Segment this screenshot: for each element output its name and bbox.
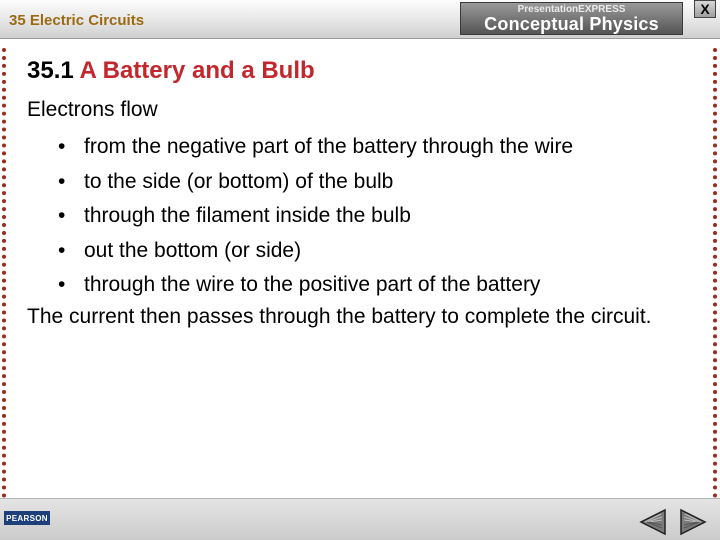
- bullet-list: [27, 130, 697, 303]
- footer-bar: [0, 498, 720, 540]
- next-arrow-icon: [678, 508, 708, 536]
- next-slide-button[interactable]: [678, 508, 708, 536]
- bullet-item: • out the bottom (or side): [27, 234, 697, 269]
- brand-presentation-express: PresentationEXPRESS: [517, 4, 626, 15]
- chapter-title: 35 Electric Circuits: [9, 12, 145, 29]
- header-bar: [0, 0, 720, 39]
- slide-heading: [27, 55, 697, 87]
- section-number: 35.1: [27, 57, 74, 84]
- bullet-item: • through the filament inside the bulb: [27, 199, 697, 234]
- close-button[interactable]: X: [694, 0, 716, 18]
- bullet-item: • from the negative part of the battery through the wire: [27, 130, 697, 165]
- section-title: A Battery and a Bulb: [79, 57, 315, 84]
- bullet-item: • through the wire to the positive part of the battery: [27, 268, 697, 303]
- lead-text: Electrons flow: [27, 98, 158, 121]
- previous-slide-button[interactable]: [638, 508, 668, 536]
- bullet-item: • to the side (or bottom) of the bulb: [27, 165, 697, 200]
- brand-logo: [460, 2, 683, 35]
- left-dotted-border: [2, 48, 6, 498]
- brand-conceptual-physics: Conceptual Physics: [484, 14, 659, 34]
- slide-content: [27, 55, 697, 330]
- right-dotted-border: [713, 48, 717, 498]
- pearson-logo: PEARSON: [4, 511, 50, 525]
- previous-arrow-icon: [638, 508, 668, 536]
- closing-text: The current then passes through the battery to complete the circuit.: [27, 304, 652, 328]
